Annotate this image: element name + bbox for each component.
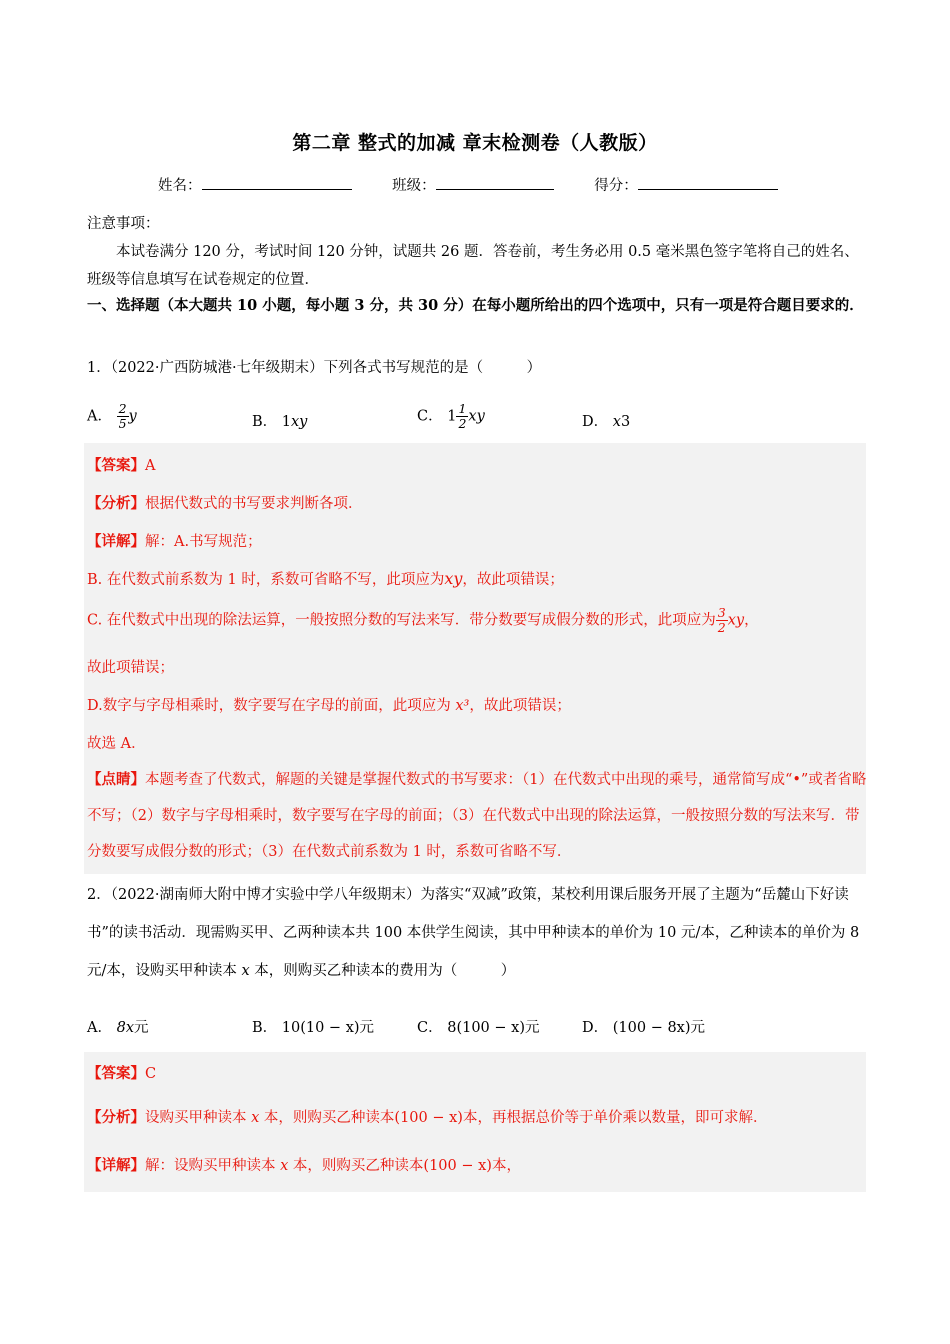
- name-label: 姓名：: [158, 178, 202, 194]
- q1-option-a[interactable]: A． $\frac{2}{5}$ y: [87, 401, 137, 431]
- q1-option-d[interactable]: D． x3: [582, 414, 631, 430]
- name-field[interactable]: [158, 174, 352, 195]
- class-label: 班级：: [392, 178, 436, 194]
- q1-detail-intro: 【详解】解：A.书写规范；: [87, 533, 262, 550]
- score-blank[interactable]: [638, 175, 778, 190]
- question-2-options: [87, 1016, 867, 1042]
- q2-analysis: 【分析】设购买甲种读本 x 本，则购买乙种读本(100 − x)本，再根据总价等于单价乘以数量，即可求解．: [87, 1109, 768, 1126]
- notice-body: 本试卷满分 120 分，考试时间 120 分钟，试题共 26 题．答卷前，考生务必用 0.5 毫米黑色签字笔将自己的姓名、班级等信息填写在试卷规定的位置．: [87, 244, 859, 288]
- q1-option-b[interactable]: B． 1xy: [252, 414, 308, 430]
- q1-conclusion: 故选 A．: [87, 736, 146, 752]
- fraction: $\frac{1}{2}$: [458, 401, 467, 431]
- name-blank[interactable]: [202, 175, 352, 190]
- page-title: 第二章 整式的加减 章末检测卷（人教版）: [292, 132, 658, 154]
- q2-answer: 【答案】C: [87, 1065, 157, 1082]
- question-1-stem: 1．（2022·广西防城港·七年级期末）下列各式书写规范的是（ ）: [87, 360, 542, 376]
- q1-comment: 【点睛】本题考查了代数式，解题的关键是掌握代数式的书写要求：（1）在代数式中出现的乘号，通常简写成“•”或者省略不写；（2）数字与字母相乘时，数字要写在字母的前面；（3）在代数式中出现的除法运算，一般按照分数的写法来写．带分数要写成假分数的形式；（3）在代数式前系数为 1 时，系数可省略不写．: [87, 771, 867, 860]
- student-info-row: [158, 174, 838, 195]
- q1-detail-c-line2: 故此项错误；: [87, 660, 174, 676]
- q1-option-c[interactable]: C． 1 $\frac{1}{2}$ xy: [417, 401, 485, 431]
- q1-detail-b: B. 在代数式前系数为 1 时，系数可省略不写，此项应为xy，故此项错误；: [87, 569, 564, 588]
- score-label: 得分：: [594, 178, 638, 194]
- q2-option-a[interactable]: A． 8x元: [87, 1020, 149, 1036]
- q1-detail-c: C. 在代数式中出现的除法运算，一般按照分数的写法来写．带分数要写成假分数的形式，此项应为 $\frac{3}{2}$ xy，: [87, 605, 759, 635]
- q2-option-c[interactable]: C． 8(100 − x)元: [417, 1020, 540, 1036]
- fraction: $\frac{2}{5}$: [118, 401, 127, 431]
- class-blank[interactable]: [436, 175, 554, 190]
- question-1-options: [87, 402, 867, 438]
- q1-answer: 【答案】A: [87, 457, 156, 474]
- score-field[interactable]: [594, 174, 778, 195]
- fraction: $\frac{3}{2}$: [717, 605, 726, 635]
- class-field[interactable]: [392, 174, 554, 195]
- q2-detail: 【详解】解：设购买甲种读本 x 本，则购买乙种读本(100 − x)本，: [87, 1157, 521, 1174]
- notice-title: 注意事项：: [87, 216, 160, 232]
- section-heading: 一、选择题（本大题共 10 小题，每小题 3 分，共 30 分）在每小题所给出的四个选项中，只有一项是符合题目要求的．: [87, 297, 864, 314]
- q1-detail-d: D.数字与字母相乘时，数字要写在字母的前面，此项应为 x³，故此项错误；: [87, 698, 571, 714]
- q2-option-d[interactable]: D． (100 − 8x)元: [582, 1020, 706, 1036]
- question-2-stem: 2．（2022·湖南师大附中博才实验中学八年级期末）为落实“双减”政策，某校利用课后服务开展了主题为“岳麓山下好读书”的读书活动．现需购买甲、乙两种读本共 100 本供学生阅读，其中甲种读本的单价为 10 元/本，乙种读本的单价为 8 元/本，设购买甲种读本 x 本，则购买乙种读本的费用为（ ）: [87, 887, 860, 979]
- q2-option-b[interactable]: B． 10(10 − x)元: [252, 1020, 375, 1036]
- q1-analysis: 【分析】根据代数式的书写要求判断各项．: [87, 495, 363, 512]
